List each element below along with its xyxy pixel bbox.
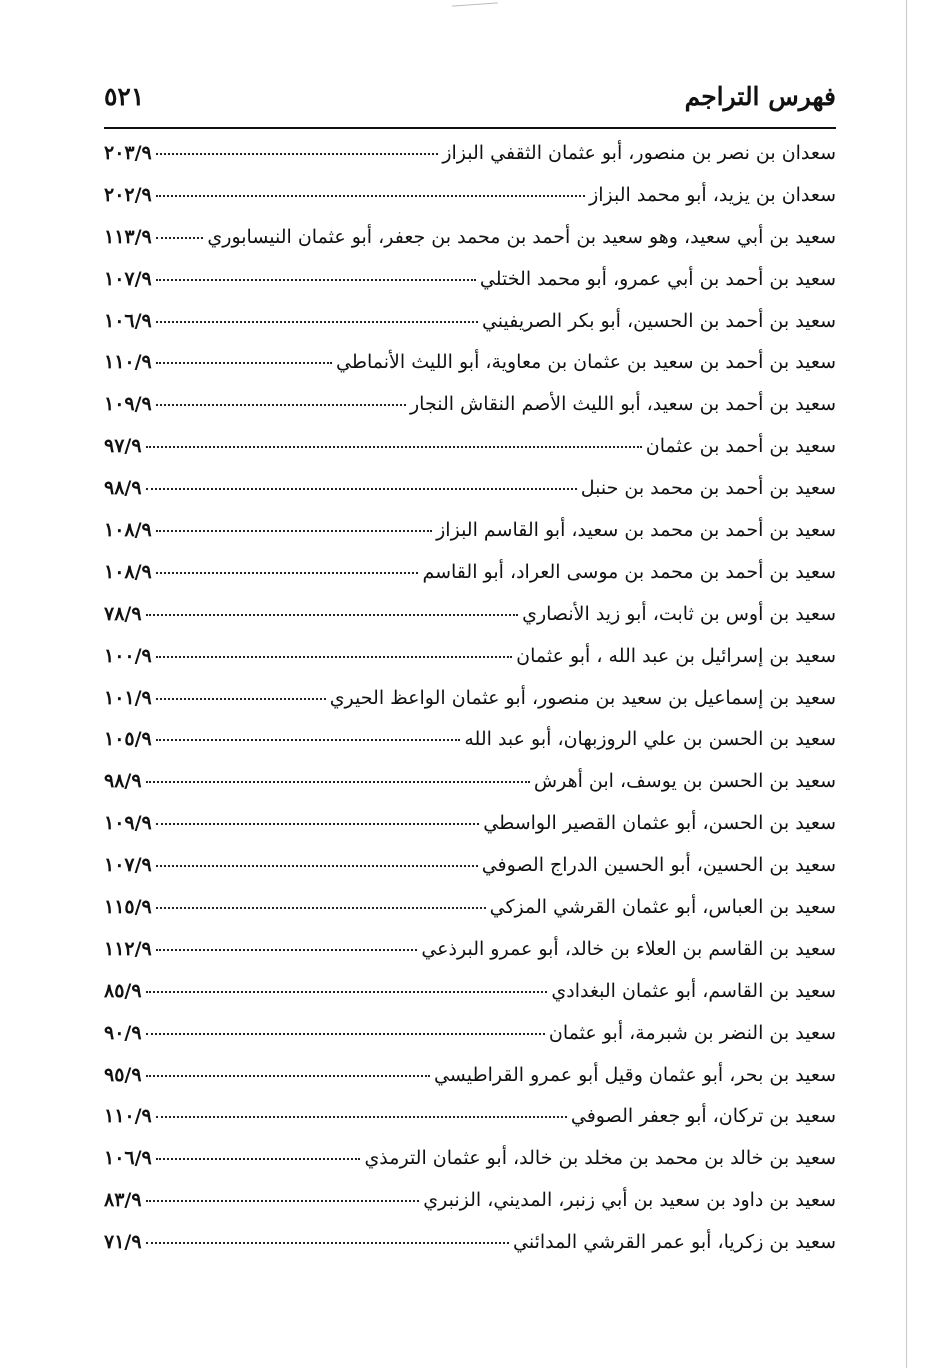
entry-reference: ١٠٩/٩ — [104, 812, 152, 835]
entry-name: سعيد بن داود بن سعيد بن أبي زنبر، المديني، الزنبري — [423, 1189, 836, 1212]
entry-reference: ١٠٨/٩ — [104, 560, 152, 583]
dot-leader — [156, 656, 512, 658]
entry-reference: ١٠٧/٩ — [104, 267, 152, 290]
entry-reference: ١١٥/٩ — [104, 896, 152, 919]
index-entry — [104, 519, 836, 561]
entry-name: سعيد بن خالد بن محمد بن مخلد بن خالد، أبو عثمان الترمذي — [364, 1147, 836, 1170]
entry-reference: ١٠٥/٩ — [104, 728, 152, 751]
dot-leader — [146, 488, 577, 490]
entry-name: سعيد بن القاسم بن العلاء بن خالد، أبو عمرو البرذعي — [421, 937, 836, 960]
entry-name: سعيد بن أوس بن ثابت، أبو زيد الأنصاري — [522, 602, 836, 625]
index-entry — [104, 980, 836, 1022]
dot-leader — [146, 614, 519, 616]
index-entries — [104, 142, 836, 1273]
index-entry — [104, 477, 836, 519]
dot-leader — [156, 1158, 361, 1160]
entry-reference: ٧٨/٩ — [104, 602, 142, 625]
index-entry — [104, 1231, 836, 1273]
entry-reference: ١٠٦/٩ — [104, 309, 152, 332]
index-entry — [104, 226, 836, 268]
dot-leader — [156, 404, 406, 406]
entry-reference: ٢٠٣/٩ — [104, 142, 152, 164]
index-entry — [104, 854, 836, 896]
entry-name: سعيد بن أحمد بن الحسين، أبو بكر الصريفيني — [481, 309, 836, 332]
dot-leader — [146, 781, 530, 783]
entry-reference: ١١٠/٩ — [104, 1105, 152, 1128]
dot-leader — [146, 1242, 509, 1244]
entry-reference: ٩٥/٩ — [104, 1063, 142, 1086]
dot-leader — [156, 907, 486, 909]
dot-leader — [156, 739, 461, 741]
index-entry — [104, 770, 836, 812]
index-entry — [104, 1189, 836, 1231]
dot-leader — [156, 279, 476, 281]
dot-leader — [156, 237, 204, 239]
dot-leader — [156, 530, 432, 532]
entry-reference: ٩٨/٩ — [104, 770, 142, 793]
entry-name: سعيد بن الحسن بن يوسف، ابن أهرش — [533, 770, 836, 793]
page-edge-line — [906, 0, 907, 1368]
dot-leader — [146, 446, 642, 448]
index-entry — [104, 435, 836, 477]
scan-mark — [452, 2, 498, 6]
index-entry — [104, 687, 836, 729]
entry-name: سعيد بن أحمد بن سعيد بن عثمان بن معاوية، أبو الليث الأنماطي — [336, 351, 836, 374]
index-entry — [104, 728, 836, 770]
entry-name: سعيد بن الحسن بن علي الروزبهان، أبو عبد الله — [464, 728, 836, 751]
entry-name: سعيد بن الحسن، أبو عثمان القصير الواسطي — [483, 812, 836, 835]
index-entry — [104, 393, 836, 435]
entry-reference: ٧١/٩ — [104, 1231, 142, 1254]
entry-reference: ١٠٧/٩ — [104, 854, 152, 877]
entry-reference: ١٠٨/٩ — [104, 519, 152, 542]
entry-name: سعيد بن أحمد بن أبي عمرو، أبو محمد الختلي — [479, 267, 836, 290]
entry-name: سعيد بن إسرائيل بن عبد الله ، أبو عثمان — [516, 644, 836, 667]
dot-leader — [156, 823, 480, 825]
dot-leader — [156, 153, 439, 155]
index-entry — [104, 938, 836, 980]
index-entry — [104, 645, 836, 687]
entry-reference: ٩٨/٩ — [104, 477, 142, 500]
index-entry — [104, 896, 836, 938]
entry-reference: ١١٣/٩ — [104, 225, 152, 248]
entry-reference: ٩٧/٩ — [104, 435, 142, 458]
index-entry — [104, 812, 836, 854]
entry-name: سعدان بن يزيد، أبو محمد البزاز — [589, 183, 836, 206]
dot-leader — [146, 1075, 430, 1077]
entry-name: سعيد بن النضر بن شبرمة، أبو عثمان — [548, 1021, 836, 1044]
index-entry — [104, 142, 836, 184]
entry-reference: ١٠٦/٩ — [104, 1147, 152, 1170]
entry-reference: ١٠١/٩ — [104, 686, 152, 709]
entry-reference: ٢٠٢/٩ — [104, 183, 152, 206]
entry-reference: ١١٢/٩ — [104, 937, 152, 960]
index-entry — [104, 268, 836, 310]
dot-leader — [156, 572, 419, 574]
index-entry — [104, 351, 836, 393]
entry-reference: ٨٥/٩ — [104, 979, 142, 1002]
entry-name: سعيد بن إسماعيل بن سعيد بن منصور، أبو عثمان الواعظ الحيري — [329, 686, 836, 709]
index-entry — [104, 1105, 836, 1147]
entry-name: سعيد بن تركان، أبو جعفر الصوفي — [570, 1105, 836, 1128]
entry-name: سعيد بن الحسين، أبو الحسين الدراج الصوفي — [481, 854, 836, 877]
index-entry — [104, 184, 836, 226]
dot-leader — [156, 362, 332, 364]
dot-leader — [156, 698, 326, 700]
index-entry — [104, 1022, 836, 1064]
entry-name: سعيد بن أحمد بن عثمان — [645, 435, 836, 458]
entry-name: سعيد بن أحمد بن سعيد، أبو الليث الأصم النقاش النجار — [409, 393, 836, 416]
entry-reference: ١١٠/٩ — [104, 351, 152, 374]
index-entry — [104, 603, 836, 645]
dot-leader — [146, 1033, 545, 1035]
index-entry — [104, 1147, 836, 1189]
entry-name: سعيد بن أحمد بن محمد بن حنبل — [580, 477, 836, 500]
index-entry — [104, 561, 836, 603]
page-number: ٥٢١ — [104, 81, 145, 111]
entry-name: سعدان بن نصر بن منصور، أبو عثمان الثقفي البزاز — [442, 142, 836, 164]
index-entry — [104, 310, 836, 352]
header-rule — [104, 127, 836, 129]
entry-reference: ٨٣/٩ — [104, 1189, 142, 1212]
dot-leader — [156, 1116, 567, 1118]
entry-name: سعيد بن أبي سعيد، وهو سعيد بن أحمد بن محمد بن جعفر، أبو عثمان النيسابوري — [207, 225, 836, 248]
entry-reference: ١٠٠/٩ — [104, 644, 152, 667]
entry-name: سعيد بن العباس، أبو عثمان القرشي المزكي — [489, 896, 836, 919]
dot-leader — [146, 1200, 420, 1202]
dot-leader — [146, 991, 548, 993]
dot-leader — [156, 321, 478, 323]
entry-name: سعيد بن أحمد بن محمد بن سعيد، أبو القاسم البزاز — [436, 519, 836, 542]
entry-name: سعيد بن أحمد بن محمد بن موسى العراد، أبو القاسم — [422, 560, 836, 583]
dot-leader — [156, 949, 418, 951]
dot-leader — [156, 195, 585, 197]
index-entry — [104, 1064, 836, 1106]
entry-reference: ١٠٩/٩ — [104, 393, 152, 416]
running-header — [104, 78, 836, 114]
entry-name: سعيد بن بحر، أبو عثمان وقيل أبو عمرو القراطيسي — [433, 1063, 836, 1086]
entry-reference: ٩٠/٩ — [104, 1021, 142, 1044]
header-title: فهرس التراجم — [684, 81, 836, 111]
entry-name: سعيد بن زكريا، أبو عمر القرشي المدائني — [513, 1231, 836, 1254]
entry-name: سعيد بن القاسم، أبو عثمان البغدادي — [551, 979, 836, 1002]
dot-leader — [156, 865, 478, 867]
